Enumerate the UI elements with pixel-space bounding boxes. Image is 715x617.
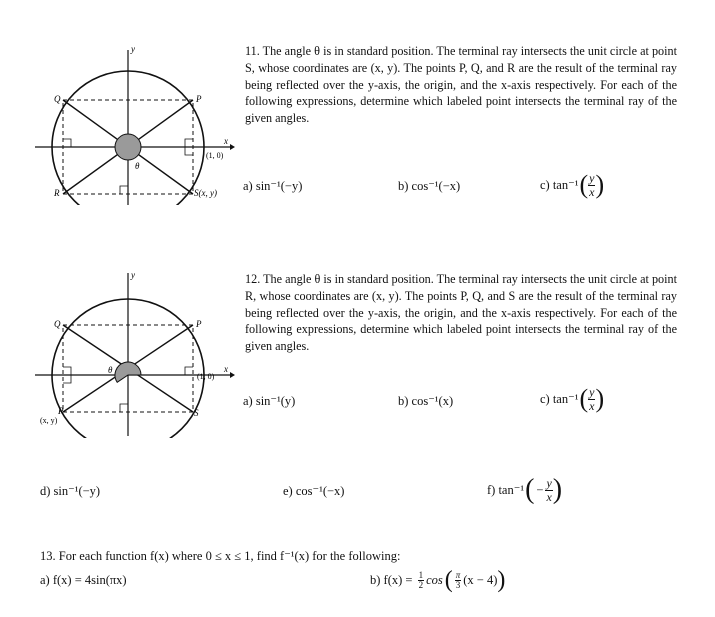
y-axis-label: y [131,270,135,280]
problem-12-c: c) tan⁻¹ ( $\frac{y}{x}$ ) [540,384,605,413]
point-q-label: Q [54,94,61,104]
point-r-label: R [58,406,64,416]
problem-11-c-prefix: c) tan⁻¹ [540,178,579,192]
point-s-label: S(x, y) [194,188,217,198]
x-axis-label: x [224,364,228,374]
problem-12-f-minus: − [536,482,544,497]
point-p-label: P [196,94,202,104]
point-s-label: S [194,408,199,418]
problem-12-c-num: y [589,384,595,399]
problem-11-c: c) tan⁻¹ ( $\frac{y}{x}$ ) [540,170,605,199]
problem-13-intro: 13. For each function f(x) where 0 ≤ x ≤ 1, find f⁻¹(x) for the following: [40,549,401,563]
angle-sector [115,134,141,160]
unit-point-label: (1, 0) [197,372,215,381]
point-r-coords: (x, y) [40,416,58,425]
theta-label: θ [108,365,113,375]
problem-13-b-pi-num: π [455,570,461,580]
problem-13-b-prefix: b) f(x) = [370,573,416,587]
problem-12-a: a) sin⁻¹(y) [243,394,296,408]
theta-label: θ [135,161,140,171]
problem-13-b-half-num: 1 [418,570,424,580]
problem-11-b: b) cos⁻¹(−x) [398,179,461,193]
problem-12-d: d) sin⁻¹(−y) [40,484,101,498]
problem-13-a: a) f(x) = 4sin(πx) [40,573,127,587]
unit-circle-figure-12 [30,268,235,438]
problem-13-b-rest: (x − 4) [463,573,498,587]
problem-12-b: b) cos⁻¹(x) [398,394,454,408]
x-axis-label: x [224,136,228,146]
problem-13-b-half-den: 2 [418,580,424,590]
point-p-label: P [196,319,202,329]
problem-11-text: 11. The angle θ is in standard position. The terminal ray intersects the unit circle at point S, whose coordinates are (x, y). The points P, Q, and R are the result of the terminal ray being reflected over the y-axis, the origin, and the x-axis respectively. For each of the following expressions, determine which labeled point intersects the terminal ray of the given angles. [245,44,677,126]
problem-12-f: f) tan⁻¹ ( − $\frac{y}{x}$ ) [487,474,563,505]
problem-11-a: a) sin⁻¹(−y) [243,179,303,193]
point-q-label: Q [54,319,61,329]
problem-13-b: b) f(x) = $\frac{1}{2}$ cos ( $\frac{\pi}{3}$ (x − 4) ) [370,567,506,593]
problem-12-c-prefix: c) tan⁻¹ [540,392,579,406]
problem-12-f-prefix: f) tan⁻¹ [487,483,525,497]
y-axis-label: y [131,44,135,54]
problem-12-f-den: x [546,489,552,504]
unit-point-label: (1, 0) [206,151,224,160]
point-r-label: R [54,188,60,198]
problem-12-f-num: y [546,475,552,490]
problem-13-b-cos: cos [426,573,443,587]
problem-11-c-den: x [589,184,595,199]
unit-circle-figure-11 [30,40,235,205]
problem-13-b-pi-den: 3 [455,580,461,590]
problem-12-c-den: x [589,398,595,413]
problem-12-e: e) cos⁻¹(−x) [283,484,345,498]
problem-12-text: 12. The angle θ is in standard position. The terminal ray intersects the unit circle at point R, whose coordinates are (x, y). The points P, Q, and S are the result of the terminal ray being reflected over the y-axis, the origin, and the x-axis respectively. For each of the following expressions, determine which labeled point intersects the terminal ray of the given angles. [245,272,677,354]
problem-11-c-num: y [589,170,595,185]
